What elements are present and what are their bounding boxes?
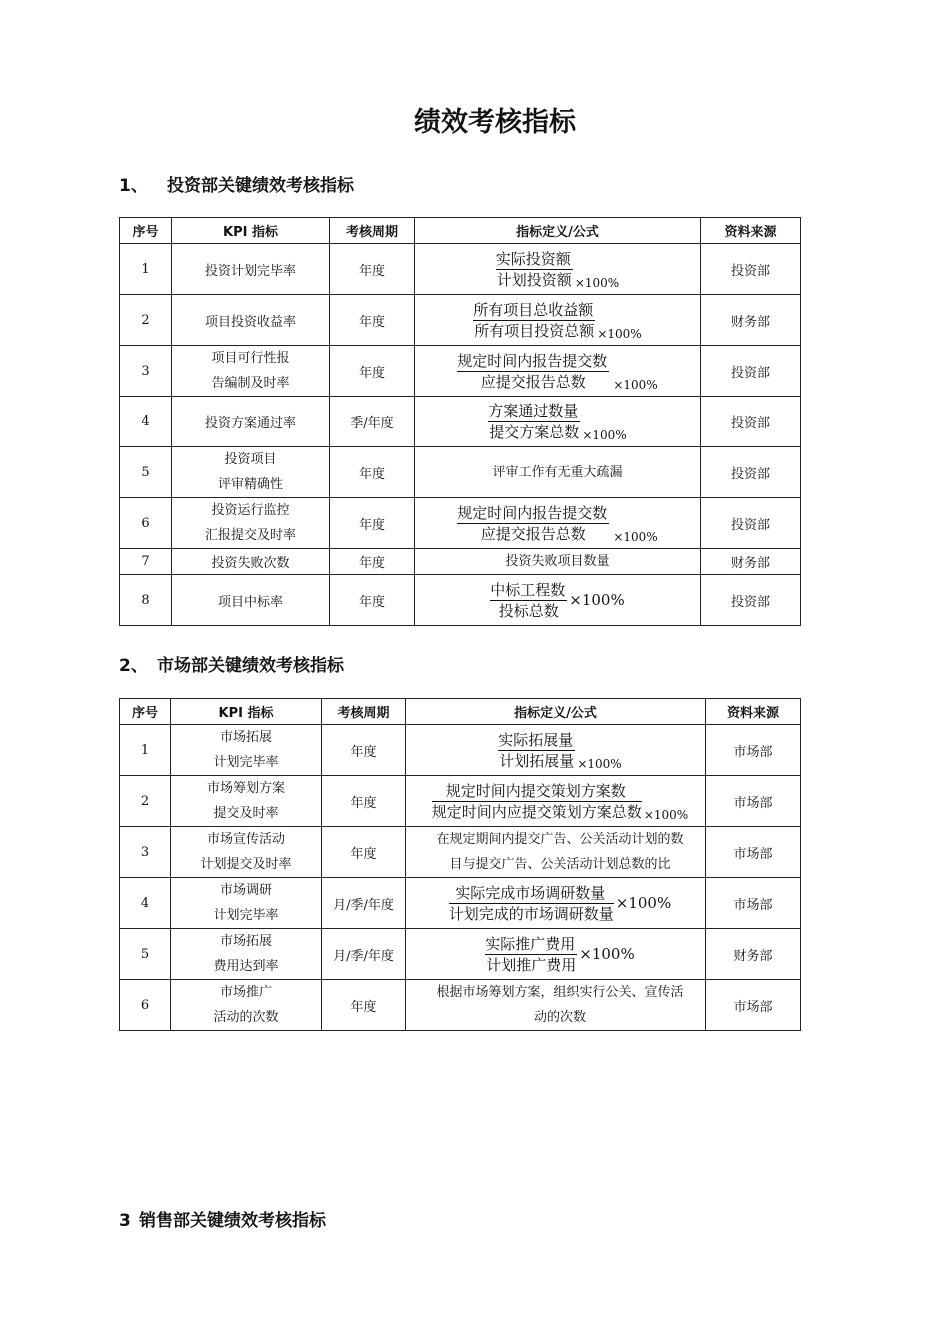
header-definition: 指标定义/公式 (415, 218, 701, 244)
source: 市场部 (706, 980, 801, 1031)
source: 市场部 (706, 776, 801, 827)
section-3-heading (119, 1206, 326, 1231)
definition-text: 评审工作有无重大疏漏 (415, 447, 701, 498)
kpi-name-line-1: 市场推广 (219, 985, 272, 1000)
investment-kpi-table (119, 217, 801, 626)
table-header-row (120, 218, 801, 244)
kpi-name-line-2: 费用达到率 (213, 959, 279, 974)
kpi-name (171, 827, 322, 878)
kpi-name (172, 498, 330, 549)
formula-multiplier: ×100% (577, 756, 622, 771)
section-1-number: 1、 (119, 176, 148, 196)
formula-denominator: 计划推广费用 (486, 955, 577, 974)
header-definition: 指标定义/公式 (406, 699, 706, 725)
section-2-heading (119, 651, 344, 676)
row-number: 4 (120, 397, 172, 447)
kpi-name-line-1: 市场调研 (219, 883, 272, 898)
row-number: 1 (120, 244, 172, 295)
formula-multiplier: ×100% (569, 591, 625, 609)
table-row (120, 725, 801, 776)
kpi-name-line-2: 计划完毕率 (213, 908, 279, 923)
row-number: 2 (120, 295, 172, 346)
formula-multiplier: ×100% (643, 807, 689, 822)
definition-line-2: 动的次数 (533, 1010, 586, 1025)
source: 投资部 (701, 346, 801, 397)
source: 财务部 (701, 549, 801, 575)
source: 财务部 (706, 929, 801, 980)
period: 年度 (330, 498, 415, 549)
table-row (120, 575, 801, 626)
page-title: 绩效考核指标 (414, 107, 576, 138)
formula-numerator: 中标工程数 (490, 580, 566, 599)
kpi-name: 投资方案通过率 (172, 397, 330, 447)
kpi-name: 项目中标率 (172, 575, 330, 626)
source: 投资部 (701, 397, 801, 447)
table-row (120, 980, 801, 1031)
period: 年度 (330, 575, 415, 626)
period: 季/年度 (330, 397, 415, 447)
table-row (120, 397, 801, 447)
formula (415, 575, 701, 626)
period: 年度 (322, 980, 406, 1031)
section-3-number: 3 (119, 1211, 131, 1231)
table-row (120, 346, 801, 397)
formula-numerator: 实际推广费用 (485, 934, 576, 953)
period: 年度 (322, 827, 406, 878)
kpi-name (171, 929, 322, 980)
formula-denominator: 提交方案总数 (489, 423, 580, 441)
formula (406, 776, 706, 827)
formula-numerator: 实际投资额 (495, 249, 571, 268)
formula (406, 725, 706, 776)
kpi-name-line-2: 评审精确性 (217, 477, 283, 492)
period: 年度 (322, 776, 406, 827)
header-source: 资料来源 (706, 699, 801, 725)
header-kpi: KPI 指标 (171, 699, 322, 725)
definition-line-1: 在规定期间内提交广告、公关活动计划的数 (436, 832, 684, 847)
row-number: 4 (120, 878, 171, 929)
formula-denominator: 所有项目投资总额 (474, 321, 595, 340)
formula-denominator: 规定时间内应提交策划方案总数 (431, 802, 642, 821)
period: 年度 (322, 725, 406, 776)
section-1-heading (119, 171, 354, 196)
header-period: 考核周期 (322, 699, 406, 725)
header-no: 序号 (120, 699, 171, 725)
period: 年度 (330, 447, 415, 498)
table-row (120, 498, 801, 549)
kpi-name-line-2: 计划提交及时率 (200, 857, 292, 872)
formula-numerator: 方案通过数量 (488, 402, 579, 420)
formula (406, 929, 706, 980)
formula (415, 498, 701, 549)
kpi-name (172, 447, 330, 498)
kpi-name: 项目投资收益率 (172, 295, 330, 346)
row-number: 2 (120, 776, 171, 827)
formula-numerator: 实际完成市场调研数量 (449, 883, 614, 904)
row-number: 3 (120, 827, 171, 878)
row-number: 6 (120, 980, 171, 1031)
formula (415, 295, 701, 346)
section-2-title: 市场部关键绩效考核指标 (157, 656, 344, 676)
formula (415, 346, 701, 397)
formula-multiplier: ×100% (579, 945, 635, 963)
table-row (120, 244, 801, 295)
formula-multiplier: ×100% (582, 428, 627, 442)
row-number: 5 (120, 929, 171, 980)
period: 年度 (330, 549, 415, 575)
definition-line-1: 根据市场筹划方案，组织实行公关、宣传活 (436, 985, 684, 1000)
header-kpi: KPI 指标 (172, 218, 330, 244)
kpi-name-line-1: 市场拓展 (219, 730, 272, 745)
source: 市场部 (706, 725, 801, 776)
row-number: 7 (120, 549, 172, 575)
section-2-number: 2、 (119, 656, 148, 676)
source: 市场部 (706, 827, 801, 878)
section-3-title: 销售部关键绩效考核指标 (139, 1211, 326, 1231)
kpi-name-line-1: 市场拓展 (219, 934, 272, 949)
formula-denominator: 计划拓展量 (499, 751, 575, 770)
definition-text (406, 980, 706, 1031)
formula-denominator: 计划投资额 (496, 270, 572, 289)
row-number: 6 (120, 498, 172, 549)
formula-multiplier: ×100% (613, 377, 658, 392)
formula-multiplier: ×100% (597, 326, 642, 341)
period: 年度 (330, 244, 415, 295)
section-1-title: 投资部关键绩效考核指标 (167, 176, 354, 196)
formula (415, 244, 701, 295)
period: 月/季/年度 (322, 929, 406, 980)
kpi-name-line-2: 告编制及时率 (211, 376, 290, 391)
formula-numerator: 实际拓展量 (498, 730, 574, 749)
formula-numerator: 规定时间内报告提交数 (457, 503, 608, 522)
table-header-row (120, 699, 801, 725)
formula-multiplier: ×100% (613, 529, 658, 544)
definition-text: 投资失败项目数量 (415, 549, 701, 575)
definition-line-2: 目与提交广告、公关活动计划总数的比 (449, 857, 671, 872)
table-row (120, 447, 801, 498)
kpi-name-line-1: 投资项目 (224, 452, 277, 467)
formula-numerator: 规定时间内报告提交数 (457, 351, 608, 370)
period: 月/季/年度 (322, 878, 406, 929)
formula (406, 878, 706, 929)
formula-denominator: 应提交报告总数 (480, 524, 586, 543)
source: 投资部 (701, 244, 801, 295)
row-number: 5 (120, 447, 172, 498)
kpi-name-line-2: 活动的次数 (213, 1010, 279, 1025)
source: 投资部 (701, 498, 801, 549)
kpi-name (171, 725, 322, 776)
formula (415, 397, 701, 447)
kpi-name-line-1: 项目可行性报 (211, 351, 290, 366)
kpi-name-line-2: 汇报提交及时率 (204, 528, 296, 543)
kpi-name (171, 980, 322, 1031)
row-number: 1 (120, 725, 171, 776)
kpi-name (171, 878, 322, 929)
period: 年度 (330, 295, 415, 346)
table-row (120, 549, 801, 575)
formula-numerator: 所有项目总收益额 (473, 300, 594, 319)
period: 年度 (330, 346, 415, 397)
kpi-name: 投资失败次数 (172, 549, 330, 575)
source: 市场部 (706, 878, 801, 929)
row-number: 8 (120, 575, 172, 626)
table-row (120, 929, 801, 980)
header-no: 序号 (120, 218, 172, 244)
formula-multiplier: ×100% (615, 894, 672, 912)
header-period: 考核周期 (330, 218, 415, 244)
source: 财务部 (701, 295, 801, 346)
source: 投资部 (701, 575, 801, 626)
formula-denominator: 计划完成的市场调研数量 (448, 904, 614, 923)
kpi-name-line-1: 市场筹划方案 (206, 781, 285, 796)
kpi-name-line-1: 投资运行监控 (211, 503, 290, 518)
formula-denominator: 投标总数 (498, 601, 559, 620)
table-row (120, 878, 801, 929)
kpi-name (171, 776, 322, 827)
kpi-name-line-1: 市场宣传活动 (206, 832, 285, 847)
header-source: 资料来源 (701, 218, 801, 244)
kpi-name-line-2: 提交及时率 (213, 806, 279, 821)
formula-denominator: 应提交报告总数 (480, 372, 586, 391)
table-row (120, 776, 801, 827)
kpi-name (172, 346, 330, 397)
source: 投资部 (701, 447, 801, 498)
row-number: 3 (120, 346, 172, 397)
kpi-name-line-2: 计划完毕率 (213, 755, 279, 770)
formula-multiplier: ×100% (574, 275, 620, 290)
definition-text (406, 827, 706, 878)
formula-numerator: 规定时间内提交策划方案数 (432, 781, 642, 802)
marketing-kpi-table (119, 698, 801, 1031)
kpi-name: 投资计划完毕率 (172, 244, 330, 295)
table-row (120, 827, 801, 878)
table-row (120, 295, 801, 346)
